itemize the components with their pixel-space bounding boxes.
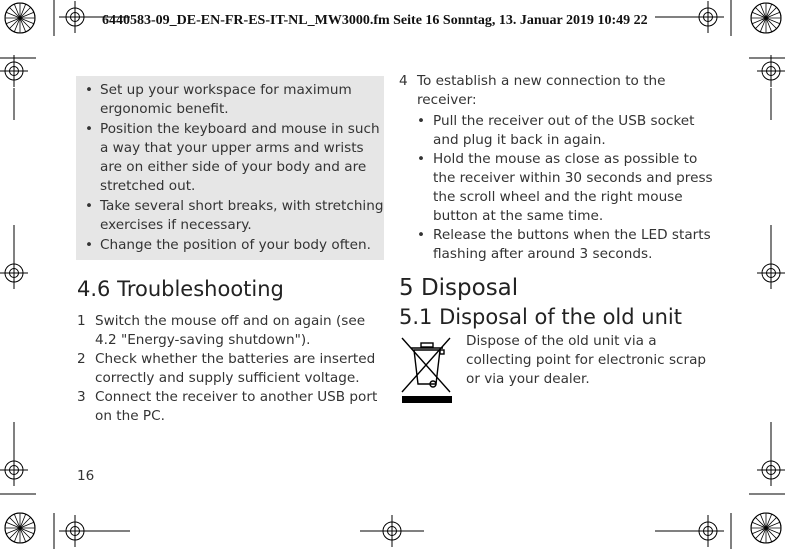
step-number: 3 (77, 389, 86, 405)
crosshair-mark (0, 454, 28, 486)
crosshair-mark (757, 257, 785, 289)
crosshair-mark (376, 515, 408, 547)
tips-box (76, 76, 384, 260)
step-4 (399, 72, 719, 264)
sunburst-mark (5, 513, 35, 543)
disposal-text: Dispose of the old unit via a collecting point for electronic scrap or via your dealer. (466, 333, 707, 387)
list-item (77, 350, 387, 388)
step-number: 2 (77, 351, 86, 367)
crosshair-mark (0, 55, 28, 87)
crossed-out-wheelie-bin-icon (400, 336, 454, 404)
crosshair-mark (59, 1, 91, 33)
step-text: To establish a new connection to the receiver: (417, 73, 666, 108)
subsection-heading-disposal: 5.1 Disposal of the old unit (399, 305, 682, 329)
list-item: • Release the buttons when the LED starts flashing after around 3 seconds. (415, 226, 719, 264)
list-item (77, 388, 387, 426)
crosshair-mark (0, 257, 28, 289)
step-4-list (399, 72, 719, 110)
list-item: • Change the position of your body often. (76, 236, 384, 255)
tips-list (76, 76, 384, 255)
crosshair-mark (757, 454, 785, 486)
step-number: 1 (77, 313, 86, 329)
step-text: Switch the mouse off and on again (see 4.2 "Energy-saving shutdown"). (95, 313, 366, 348)
section-heading-troubleshooting: 4.6 Troubleshooting (77, 277, 284, 301)
section-heading-disposal: 5 Disposal (399, 275, 519, 301)
crosshair-mark (59, 515, 91, 547)
crosshair-mark (692, 1, 724, 33)
step-text: Connect the receiver to another USB port on the PC. (95, 389, 378, 424)
list-item: • Pull the receiver out of the USB socket and plug it back in again. (415, 112, 719, 150)
list-item (77, 312, 387, 350)
list-item: • Set up your workspace for maximum ergonomic benefit. (76, 81, 384, 119)
list-item: • Hold the mouse as close as possible to the receiver within 30 seconds and press the scroll wheel and the right mouse button at the same time. (415, 150, 719, 226)
print-header: 6440583-09_DE-EN-FR-ES-IT-NL_MW3000.fm Seite 16 Sonntag, 13. Januar 2019 10:49 22 (102, 13, 648, 28)
troubleshooting-steps (77, 312, 387, 426)
step-4-sublist (415, 112, 719, 264)
step-text: Check whether the batteries are inserted correctly and supply sufficient voltage. (95, 351, 376, 386)
crosshair-mark (692, 515, 724, 547)
list-item: • Position the keyboard and mouse in such a way that your upper arms and wrists are on either side of your body and are stretched out. (76, 120, 384, 196)
sunburst-mark (5, 3, 35, 33)
list-item (399, 72, 719, 110)
page-number: 16 (77, 468, 95, 484)
step-number: 4 (399, 73, 408, 89)
crosshair-mark (757, 55, 785, 87)
list-item: • Take several short breaks, with stretching exercises if necessary. (76, 197, 384, 235)
sunburst-mark (751, 513, 781, 543)
sunburst-mark (751, 3, 781, 33)
